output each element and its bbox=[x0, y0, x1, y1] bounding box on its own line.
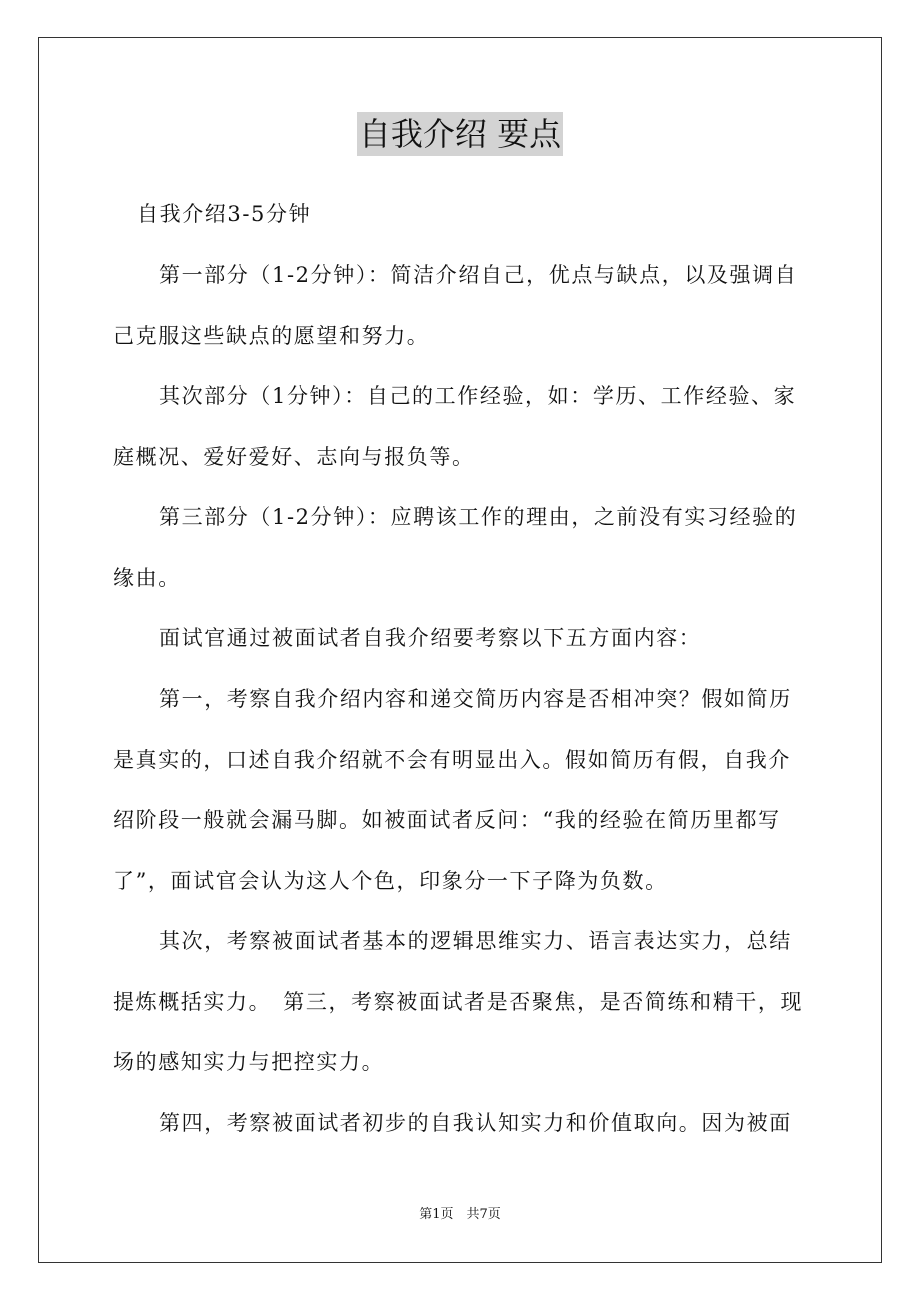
paragraph-part-two: 其次部分（1分钟）：自己的工作经验，如：学历、工作经验、家庭概况、爱好爱好、志向与报负等。 bbox=[113, 384, 797, 469]
page-footer: 第1页 共7页 bbox=[419, 1207, 501, 1222]
paragraph-aspect-one: 第一，考察自我介绍内容和递交简历内容是否相冲突？假如简历是真实的，口述自我介绍就不会有明显出入。假如简历有假，自我介绍阶段一般就会漏马脚。如被面试者反问：“我的经验在简历里都写了”，面试官会认为这人个色，印象分一下子降为负数。 bbox=[113, 687, 792, 893]
paragraph-aspect-two-three: 其次，考察被面试者基本的逻辑思维实力、语言表达实力，总结提炼概括实力。 第三，考察被面试者是否聚焦，是否简练和精干，现场的感知实力与把控实力。 bbox=[113, 929, 804, 1074]
paragraph-part-three: 第三部分（1-2分钟）：应聘该工作的理由，之前没有实习经验的缘由。 bbox=[113, 505, 798, 590]
paragraph-aspect-four: 第四，考察被面试者初步的自我认知实力和价值取向。因为被面 bbox=[159, 1111, 792, 1135]
paragraph-part-one: 第一部分（1-2分钟）：简洁介绍自己，优点与缺点，以及强调自己克服这些缺点的愿望和努力。 bbox=[113, 263, 798, 348]
paragraph-interviewer-aspects: 面试官通过被面试者自我介绍要考察以下五方面内容： bbox=[159, 626, 702, 650]
title-container bbox=[0, 112, 920, 156]
paragraph-intro-duration: 自我介绍3-5分钟 bbox=[137, 202, 312, 226]
document-title: 自我介绍 要点 bbox=[357, 112, 563, 156]
